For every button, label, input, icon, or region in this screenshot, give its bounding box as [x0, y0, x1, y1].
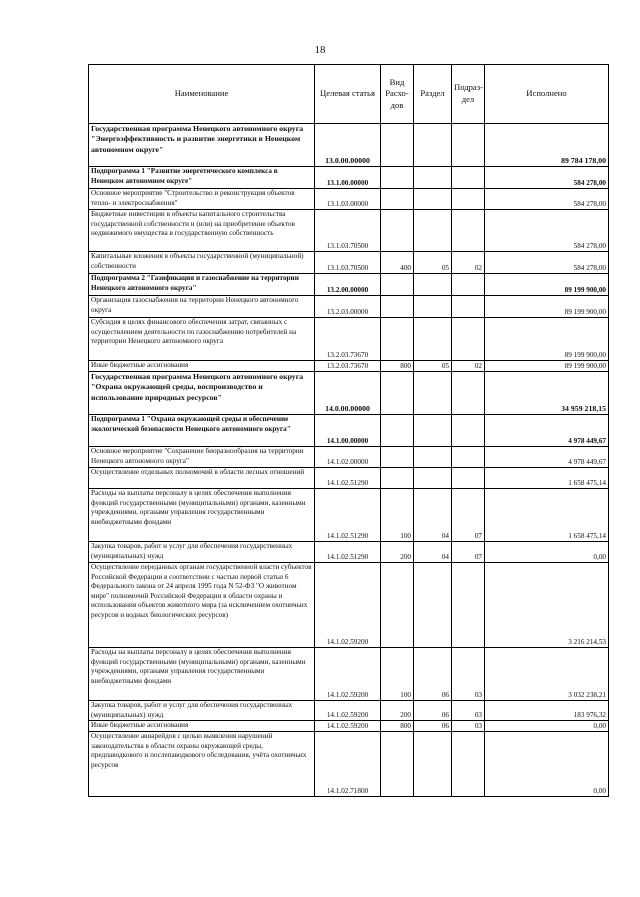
row-subsection: 03 [452, 648, 485, 701]
row-name: Закупка товаров, работ и услуг для обеспечения государственных (муниципальных) нужд [89, 701, 315, 721]
row-type [381, 124, 414, 167]
row-type [381, 372, 414, 415]
row-target: 13.1.03.70500 [315, 210, 381, 252]
table-row [89, 415, 609, 447]
row-executed: 89 199 900,00 [485, 318, 609, 361]
row-target: 13.1.03.00000 [315, 189, 381, 210]
row-type [381, 274, 414, 296]
row-target: 14.1.02.59200 [315, 648, 381, 701]
row-executed: 3 032 238,21 [485, 648, 609, 701]
table-row [89, 489, 609, 542]
row-subsection [452, 372, 485, 415]
table-row [89, 648, 609, 701]
row-section [414, 124, 452, 167]
row-target: 14.1.02.59200 [315, 563, 381, 648]
row-type: 400 [381, 252, 414, 274]
row-target: 14.1.02.00000 [315, 447, 381, 468]
row-target: 13.1.00.00000 [315, 167, 381, 189]
row-executed: 89 199 900,00 [485, 274, 609, 296]
row-executed: 4 978 449,67 [485, 415, 609, 447]
table-row [89, 542, 609, 563]
row-type [381, 447, 414, 468]
row-name: Капитальные вложения в объекты государственной (муниципальной) собственности [89, 252, 315, 274]
table-row [89, 318, 609, 361]
row-subsection [452, 210, 485, 252]
row-section: 05 [414, 361, 452, 372]
row-target: 14.1.02.59200 [315, 721, 381, 732]
row-executed: 183 976,32 [485, 701, 609, 721]
row-section [414, 189, 452, 210]
row-subsection: 02 [452, 252, 485, 274]
row-type: 100 [381, 648, 414, 701]
header-target: Целевая статья [315, 65, 381, 124]
row-type [381, 318, 414, 361]
row-name: Бюджетные инвестиции в объекты капитального строительства государственной собственности и (или) на приобретение объектов недвижимого имущества в государственную собственность [89, 210, 315, 252]
row-name: Закупка товаров, работ и услуг для обеспечения государственных (муниципальных) нужд [89, 542, 315, 563]
row-executed: 584 278,00 [485, 189, 609, 210]
row-section [414, 372, 452, 415]
row-name: Осуществление авиарейдов с целью выявления нарушений законодательства в области охраны окружающей среды, предпаводкового и послепаводкового обследования, учёта охотничьих ресурсов [89, 732, 315, 797]
row-name: Иные бюджетные ассигнования [89, 721, 315, 732]
row-executed: 584 278,00 [485, 252, 609, 274]
row-executed: 89 784 178,00 [485, 124, 609, 167]
table-row [89, 210, 609, 252]
row-target: 14.1.00.00000 [315, 415, 381, 447]
row-name: Организация газоснабжения на территории Ненецкого автономного округа [89, 296, 315, 318]
row-section [414, 732, 452, 797]
row-subsection [452, 563, 485, 648]
row-subsection [452, 447, 485, 468]
row-subsection [452, 124, 485, 167]
row-target: 13.2.00.00000 [315, 274, 381, 296]
row-subsection: 07 [452, 542, 485, 563]
row-name: Осуществление отдельных полномочий в области лесных отношений [89, 468, 315, 489]
row-section [414, 415, 452, 447]
row-section [414, 318, 452, 361]
expenditure-table [88, 64, 609, 797]
row-name: Подпрограмма 1 "Развитие энергетического комплекса в Ненецком автономном округе" [89, 167, 315, 189]
row-target: 13.2.03.73670 [315, 361, 381, 372]
row-section: 06 [414, 648, 452, 701]
row-section: 04 [414, 489, 452, 542]
table-row [89, 447, 609, 468]
row-type: 200 [381, 701, 414, 721]
row-type [381, 296, 414, 318]
row-executed: 584 278,00 [485, 210, 609, 252]
row-target: 14.1.02.59200 [315, 701, 381, 721]
row-section [414, 468, 452, 489]
row-name: Иные бюджетные ассигнования [89, 361, 315, 372]
row-executed: 0,00 [485, 542, 609, 563]
row-name: Расходы на выплаты персоналу в целях обеспечения выполнения функций государственными (муниципальными) органами, казенными учреждениями, органами управления государственными внебюджетными фондами [89, 489, 315, 542]
table-row [89, 563, 609, 648]
row-executed: 0,00 [485, 732, 609, 797]
row-executed: 89 199 900,00 [485, 296, 609, 318]
row-type: 200 [381, 542, 414, 563]
row-subsection: 07 [452, 489, 485, 542]
row-type [381, 189, 414, 210]
row-subsection: 03 [452, 721, 485, 732]
row-section [414, 563, 452, 648]
row-type [381, 167, 414, 189]
row-name: Государственная программа Ненецкого автономного округа "Энергоэффективность и развитие энергетики в Ненецком автономном округе" [89, 124, 315, 167]
table-row [89, 721, 609, 732]
table-row [89, 361, 609, 372]
table-row [89, 124, 609, 167]
table-header-row [89, 65, 609, 124]
row-section [414, 447, 452, 468]
header-type: Вид Расхо-дов [381, 65, 414, 124]
row-target: 13.1.03.70500 [315, 252, 381, 274]
table-row [89, 189, 609, 210]
row-type [381, 415, 414, 447]
table-row [89, 296, 609, 318]
row-name: Осуществление переданных органам государственной власти субъектов Российской Федерации в соответствии с частью первой статьи 6 Федерального закона от 24 апреля 1995 года N 52-ФЗ "О животном мире" полномочий Российской Федерации в области охраны и использования объектов животного мира (за исключением охотничьих ресурсов и водных биологических ресурсов) [89, 563, 315, 648]
table-row [89, 468, 609, 489]
row-name: Государственная программа Ненецкого автономного округа "Охрана окружающей среды, воспроизводство и использование природных ресурсов" [89, 372, 315, 415]
page-number: 18 [314, 44, 326, 56]
row-section: 04 [414, 542, 452, 563]
row-type: 800 [381, 721, 414, 732]
row-section [414, 296, 452, 318]
row-executed: 34 959 218,15 [485, 372, 609, 415]
row-subsection: 02 [452, 361, 485, 372]
row-subsection [452, 732, 485, 797]
row-name: Расходы на выплаты персоналу в целях обеспечения выполнения функций государственными (муниципальными) органами, казенными учреждениями, органами управления государственными внебюджетными фондами [89, 648, 315, 701]
row-type [381, 732, 414, 797]
row-subsection [452, 415, 485, 447]
row-subsection [452, 167, 485, 189]
row-name: Основное мероприятие "Сохранение биоразнообразия на территории Ненецкого автономного округа" [89, 447, 315, 468]
row-type: 800 [381, 361, 414, 372]
header-executed: Исполнено [485, 65, 609, 124]
row-executed: 89 199 900,00 [485, 361, 609, 372]
table-row [89, 274, 609, 296]
row-subsection [452, 468, 485, 489]
row-executed: 4 978 449,67 [485, 447, 609, 468]
header-name: Наименование [89, 65, 315, 124]
table-row [89, 372, 609, 415]
row-subsection [452, 318, 485, 361]
row-target: 14.1.02.51290 [315, 468, 381, 489]
row-target: 14.1.02.51290 [315, 542, 381, 563]
row-name: Субсидия в целях финансового обеспечения затрат, связанных с осуществлением деятельности по газоснабжению потребителей на территории Ненецкого автономного округа [89, 318, 315, 361]
row-name: Основное мероприятие "Строительство и реконструкция объектов тепло- и электроснабжения" [89, 189, 315, 210]
row-type [381, 468, 414, 489]
row-section [414, 274, 452, 296]
row-subsection: 03 [452, 701, 485, 721]
row-executed: 584 278,00 [485, 167, 609, 189]
row-section: 06 [414, 701, 452, 721]
row-executed: 0,00 [485, 721, 609, 732]
row-subsection [452, 296, 485, 318]
row-section [414, 210, 452, 252]
row-type: 100 [381, 489, 414, 542]
row-executed: 1 658 475,14 [485, 468, 609, 489]
row-target: 14.1.02.51290 [315, 489, 381, 542]
row-subsection [452, 274, 485, 296]
row-name: Подпрограмма 1 "Охрана окружающей среды и обеспечение экологической безопасности Ненецкого автономного округа" [89, 415, 315, 447]
row-target: 13.0.00.00000 [315, 124, 381, 167]
row-type [381, 563, 414, 648]
table-row [89, 167, 609, 189]
row-type [381, 210, 414, 252]
row-name: Подпрограмма 2 "Газификация и газоснабжение на территории Ненецкого автономного округа" [89, 274, 315, 296]
row-section [414, 167, 452, 189]
row-executed: 1 658 475,14 [485, 489, 609, 542]
row-target: 14.1.02.71800 [315, 732, 381, 797]
table-row [89, 732, 609, 797]
row-section: 06 [414, 721, 452, 732]
table-row [89, 252, 609, 274]
table-row [89, 701, 609, 721]
row-section: 05 [414, 252, 452, 274]
row-executed: 3 216 214,53 [485, 563, 609, 648]
row-target: 14.0.00.00000 [315, 372, 381, 415]
header-section: Раздел [414, 65, 452, 124]
header-subsection: Подраз-дел [452, 65, 485, 124]
row-target: 13.2.03.73670 [315, 318, 381, 361]
row-target: 13.2.03.00000 [315, 296, 381, 318]
row-subsection [452, 189, 485, 210]
